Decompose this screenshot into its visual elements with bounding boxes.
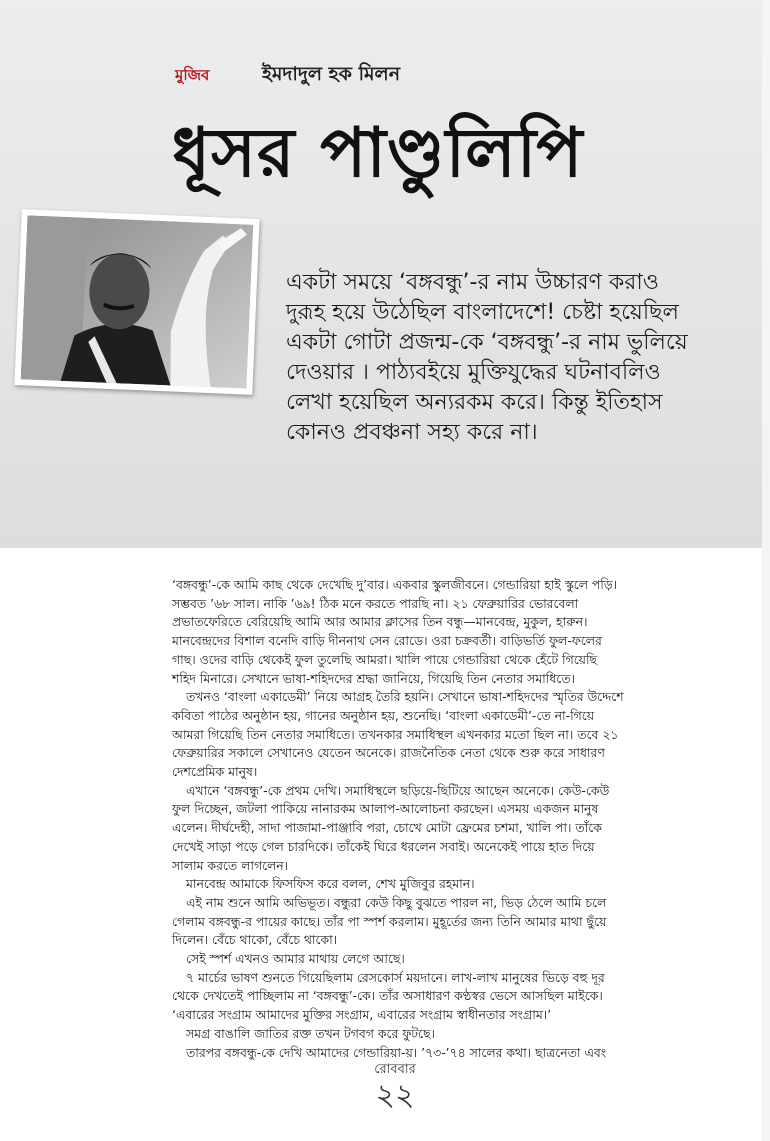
body-line: তখনও ‘বাংলা একাডেমী’ নিয়ে আগ্রহ তৈরি হয়নি। সেখানে ভাষা-শহিদদের স্মৃতির উদ্দেশে bbox=[186, 689, 624, 705]
body-line: ফেব্রুয়ারির সকালে সেখানেও যেতেন অনেকে। রাজনৈতিক নেতা থেকে শুরু করে সাধারণ bbox=[172, 745, 605, 761]
body-line: শহিদ মিনারে। সেখানে ভাষা-শহিদদের শ্রদ্ধা জানিয়ে, গিয়েছি তিন নেতার সমাধিতে। bbox=[172, 670, 575, 686]
body-line: ফুল দিচ্ছেন, জটলা পাকিয়ে নানারকম আলাপ-আলোচনা করছেন। এসময় একজন মানুষ bbox=[172, 801, 599, 817]
page-number: ২২ bbox=[375, 1078, 415, 1113]
body-line: ‘এবারের সংগ্রাম আমাদের মুক্তির সংগ্রাম, এবারের সংগ্রাম স্বাধীনতার সংগ্রাম।’ bbox=[172, 1007, 552, 1023]
body-line: দেশপ্রেমিক মানুষ। bbox=[172, 764, 258, 780]
footer-day: রোববার bbox=[374, 1062, 416, 1077]
page-footer bbox=[365, 1060, 425, 1111]
body-line: সমগ্র বাঙালি জাতির রক্ত তখন টগবগ করে ফুটছে। bbox=[186, 1025, 435, 1041]
body-line: তারপর বঙ্গবন্ধু-কে দেখি আমাদের গেন্ডারিয়া-য়। ’৭৩-’৭৪ সালের কথা। ছাত্রনেতা এবং bbox=[186, 1044, 607, 1060]
portrait-photo bbox=[14, 209, 259, 395]
body-line: সেই স্পর্শ এখনও আমার মাথায় লেগে আছে। bbox=[186, 951, 405, 967]
body-line: দিলেন। বেঁচে থাকো, বেঁচে থাকো। bbox=[172, 932, 338, 948]
body-line: সালাম করতে লাগলেন। bbox=[172, 857, 289, 873]
body-line: এলেন। দীর্ঘদেহী, সাদা পাজামা-পাঞ্জাবি পরা, চোখে মোটা ফ্রেমের চশমা, খালি পা। তাঁকে bbox=[172, 820, 602, 836]
author-name: ইমদাদুল হক মিলন bbox=[262, 63, 401, 85]
page-edge bbox=[762, 0, 770, 1141]
intro-line: একটা সময়ে ‘বঙ্গবন্ধু’-র নাম উচ্চারণ করাও bbox=[286, 270, 659, 295]
body-line: গেলাম বঙ্গবন্ধু-র পায়ের কাছে। তাঁর পা স্পর্শ করলাম। মুহূর্তের জন্য তিনি আমার মাথা ছুঁয়ে bbox=[172, 913, 607, 929]
portrait-image bbox=[21, 215, 254, 388]
body-line: মানবেন্দ্র আমাকে ফিসফিস করে বলল, শেখ মুজিবুর রহমান। bbox=[186, 876, 475, 892]
intro-line: লেখা হয়েছিল অন্যরকম করে। কিন্তু ইতিহাস bbox=[286, 390, 663, 415]
body-line: এখানে ‘বঙ্গবন্ধু’-কে প্রথম দেখি। সমাধিস্থলে ছড়িয়ে-ছিটিয়ে আছেন অনেকে। কেউ-কেউ bbox=[186, 782, 610, 798]
intro-line: দুরূহ হয়ে উঠেছিল বাংলাদেশে! চেষ্টা হয়েছিল bbox=[286, 300, 679, 325]
article-body bbox=[172, 576, 624, 1062]
section-tag: মুজিব bbox=[175, 66, 210, 84]
body-line: এই নাম শুনে আমি অভিভূত। বন্ধুরা কেউ কিছু বুঝতে পারল না, ভিড় ঠেলে আমি চলে bbox=[186, 894, 607, 910]
body-line: প্রভাতফেরিতে বেরিয়েছি আমি আর আমার ক্লাসের তিন বন্ধু—মানবেন্দ্র, মুকুল, হারুন। bbox=[172, 614, 588, 630]
intro-standfirst bbox=[286, 268, 756, 448]
body-line: থেকে দেখতেই পাচ্ছিলাম না ‘বঙ্গবন্ধু’-কে। তাঁর অসাধারণ কণ্ঠস্বর ভেসে আসছিল মাইকে। bbox=[172, 988, 603, 1004]
intro-line: দেওয়ার । পাঠ্যবইয়ে মুক্তিযুদ্ধের ঘটনাবলিও bbox=[286, 360, 661, 385]
body-line: দেখেই সাড়া পড়ে গেল চারদিকে। তাঁকেই ঘিরে ধরলেন সবাই। অনেকেই পায়ে হাত দিয়ে bbox=[172, 838, 595, 854]
body-line: কবিতা পাঠের অনুষ্ঠান হয়, গানের অনুষ্ঠান হয়, শুনেছি। ‘বাংলা একাডেমী’-তে না-গিয়ে bbox=[172, 707, 595, 723]
body-line: গাছ। ওদের বাড়ি থেকেই ফুল তুলেছি আমরা। খালি পায়ে গেন্ডারিয়া থেকে হেঁটে গিয়েছি bbox=[172, 651, 598, 667]
intro-line: একটা গোটা প্রজন্ম-কে ‘বঙ্গবন্ধু’-র নাম ভুলিয়ে bbox=[286, 330, 688, 355]
article-title: ধূসর পাণ্ডুলিপি bbox=[172, 114, 584, 193]
body-line: ‘বঙ্গবন্ধু’-কে আমি কাছ থেকে দেখেছি দু’বার। একবার স্কুলজীবনে। গেন্ডারিয়া হাই স্কুলে পড়ি। bbox=[172, 577, 618, 592]
body-line: মানবেন্দ্রদের বিশাল বনেদি বাড়ি দীননাথ সেন রোডে। ওরা চক্রবর্তী। বাড়িভর্তি ফুল-ফলের bbox=[172, 633, 602, 649]
body-line: আমরা গিয়েছি তিন নেতার সমাধিতে। তখনকার সমাধিস্থল এখনকার মতো ছিল না। তবে ২১ bbox=[172, 726, 619, 742]
intro-line: কোনও প্রবঞ্চনা সহ্য করে না। bbox=[286, 420, 538, 445]
body-line: ৭ মার্চের ভাষণ শুনতে গিয়েছিলাম রেসকোর্স ময়দানে। লাখ-লাখ মানুষের ভিড়ে বহু দূর bbox=[186, 969, 605, 985]
body-line: সম্ভবত ’৬৮ সাল। নাকি ’৬৯! ঠিক মনে করতে পারছি না। ২১ ফেব্রুয়ারির ভোরবেলা bbox=[172, 595, 579, 611]
